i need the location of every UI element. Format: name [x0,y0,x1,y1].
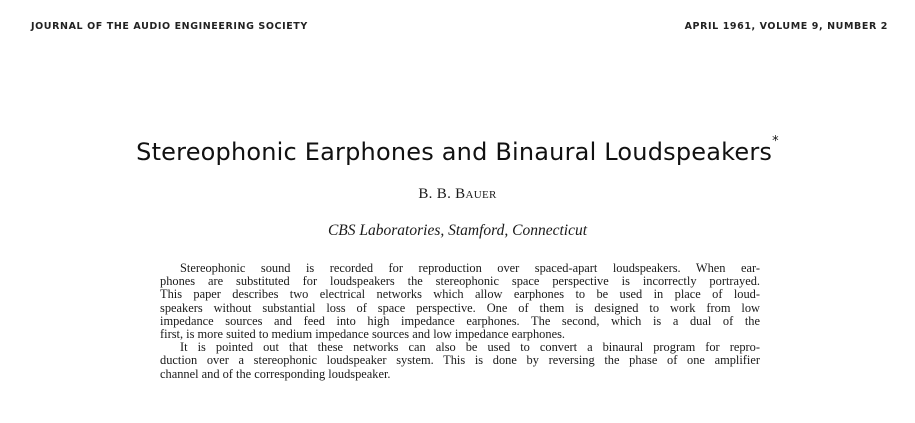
abstract-line: speakers without substantial loss of space perspective. One of them is designed to work from low [160,300,760,315]
paper-title-text: Stereophonic Earphones and Binaural Loudspeakers [136,138,773,166]
author-surname: Bauer [455,186,497,202]
abstract-line: channel and of the corresponding loudspeaker. [160,366,391,381]
title-footnote-mark: * [772,134,779,149]
abstract-line: first, is more suited to medium impedance sources and low impedance earphones. [160,327,565,342]
author-line [0,186,915,203]
issue-info-header: APRIL 1961, VOLUME 9, NUMBER 2 [684,21,888,32]
abstract-line: It is pointed out that these networks can also be used to convert a binaural program for repro- [180,340,760,355]
paper-title [0,134,915,166]
author-affiliation: CBS Laboratories, Stamford, Connecticut [327,222,588,239]
author-initials: B. B. [418,186,456,202]
abstract-line: impedance sources and feed into high impedance earphones. The second, which is a dual of the [160,313,760,328]
abstract-line: This paper describes two electrical networks which allow earphones to be used in place of loud- [160,287,760,302]
abstract-line: Stereophonic sound is recorded for reproduction over spaced-apart loudspeakers. When ear- [180,261,760,275]
journal-name-header: JOURNAL OF THE AUDIO ENGINEERING SOCIETY [31,21,308,32]
abstract [160,262,760,381]
abstract-line: duction over a stereophonic loudspeaker system. This is done by reversing the phase of one amplifier [160,353,760,368]
abstract-line: phones are substituted for loudspeakers the stereophonic space perspective is incorrectly portrayed. [160,274,760,289]
